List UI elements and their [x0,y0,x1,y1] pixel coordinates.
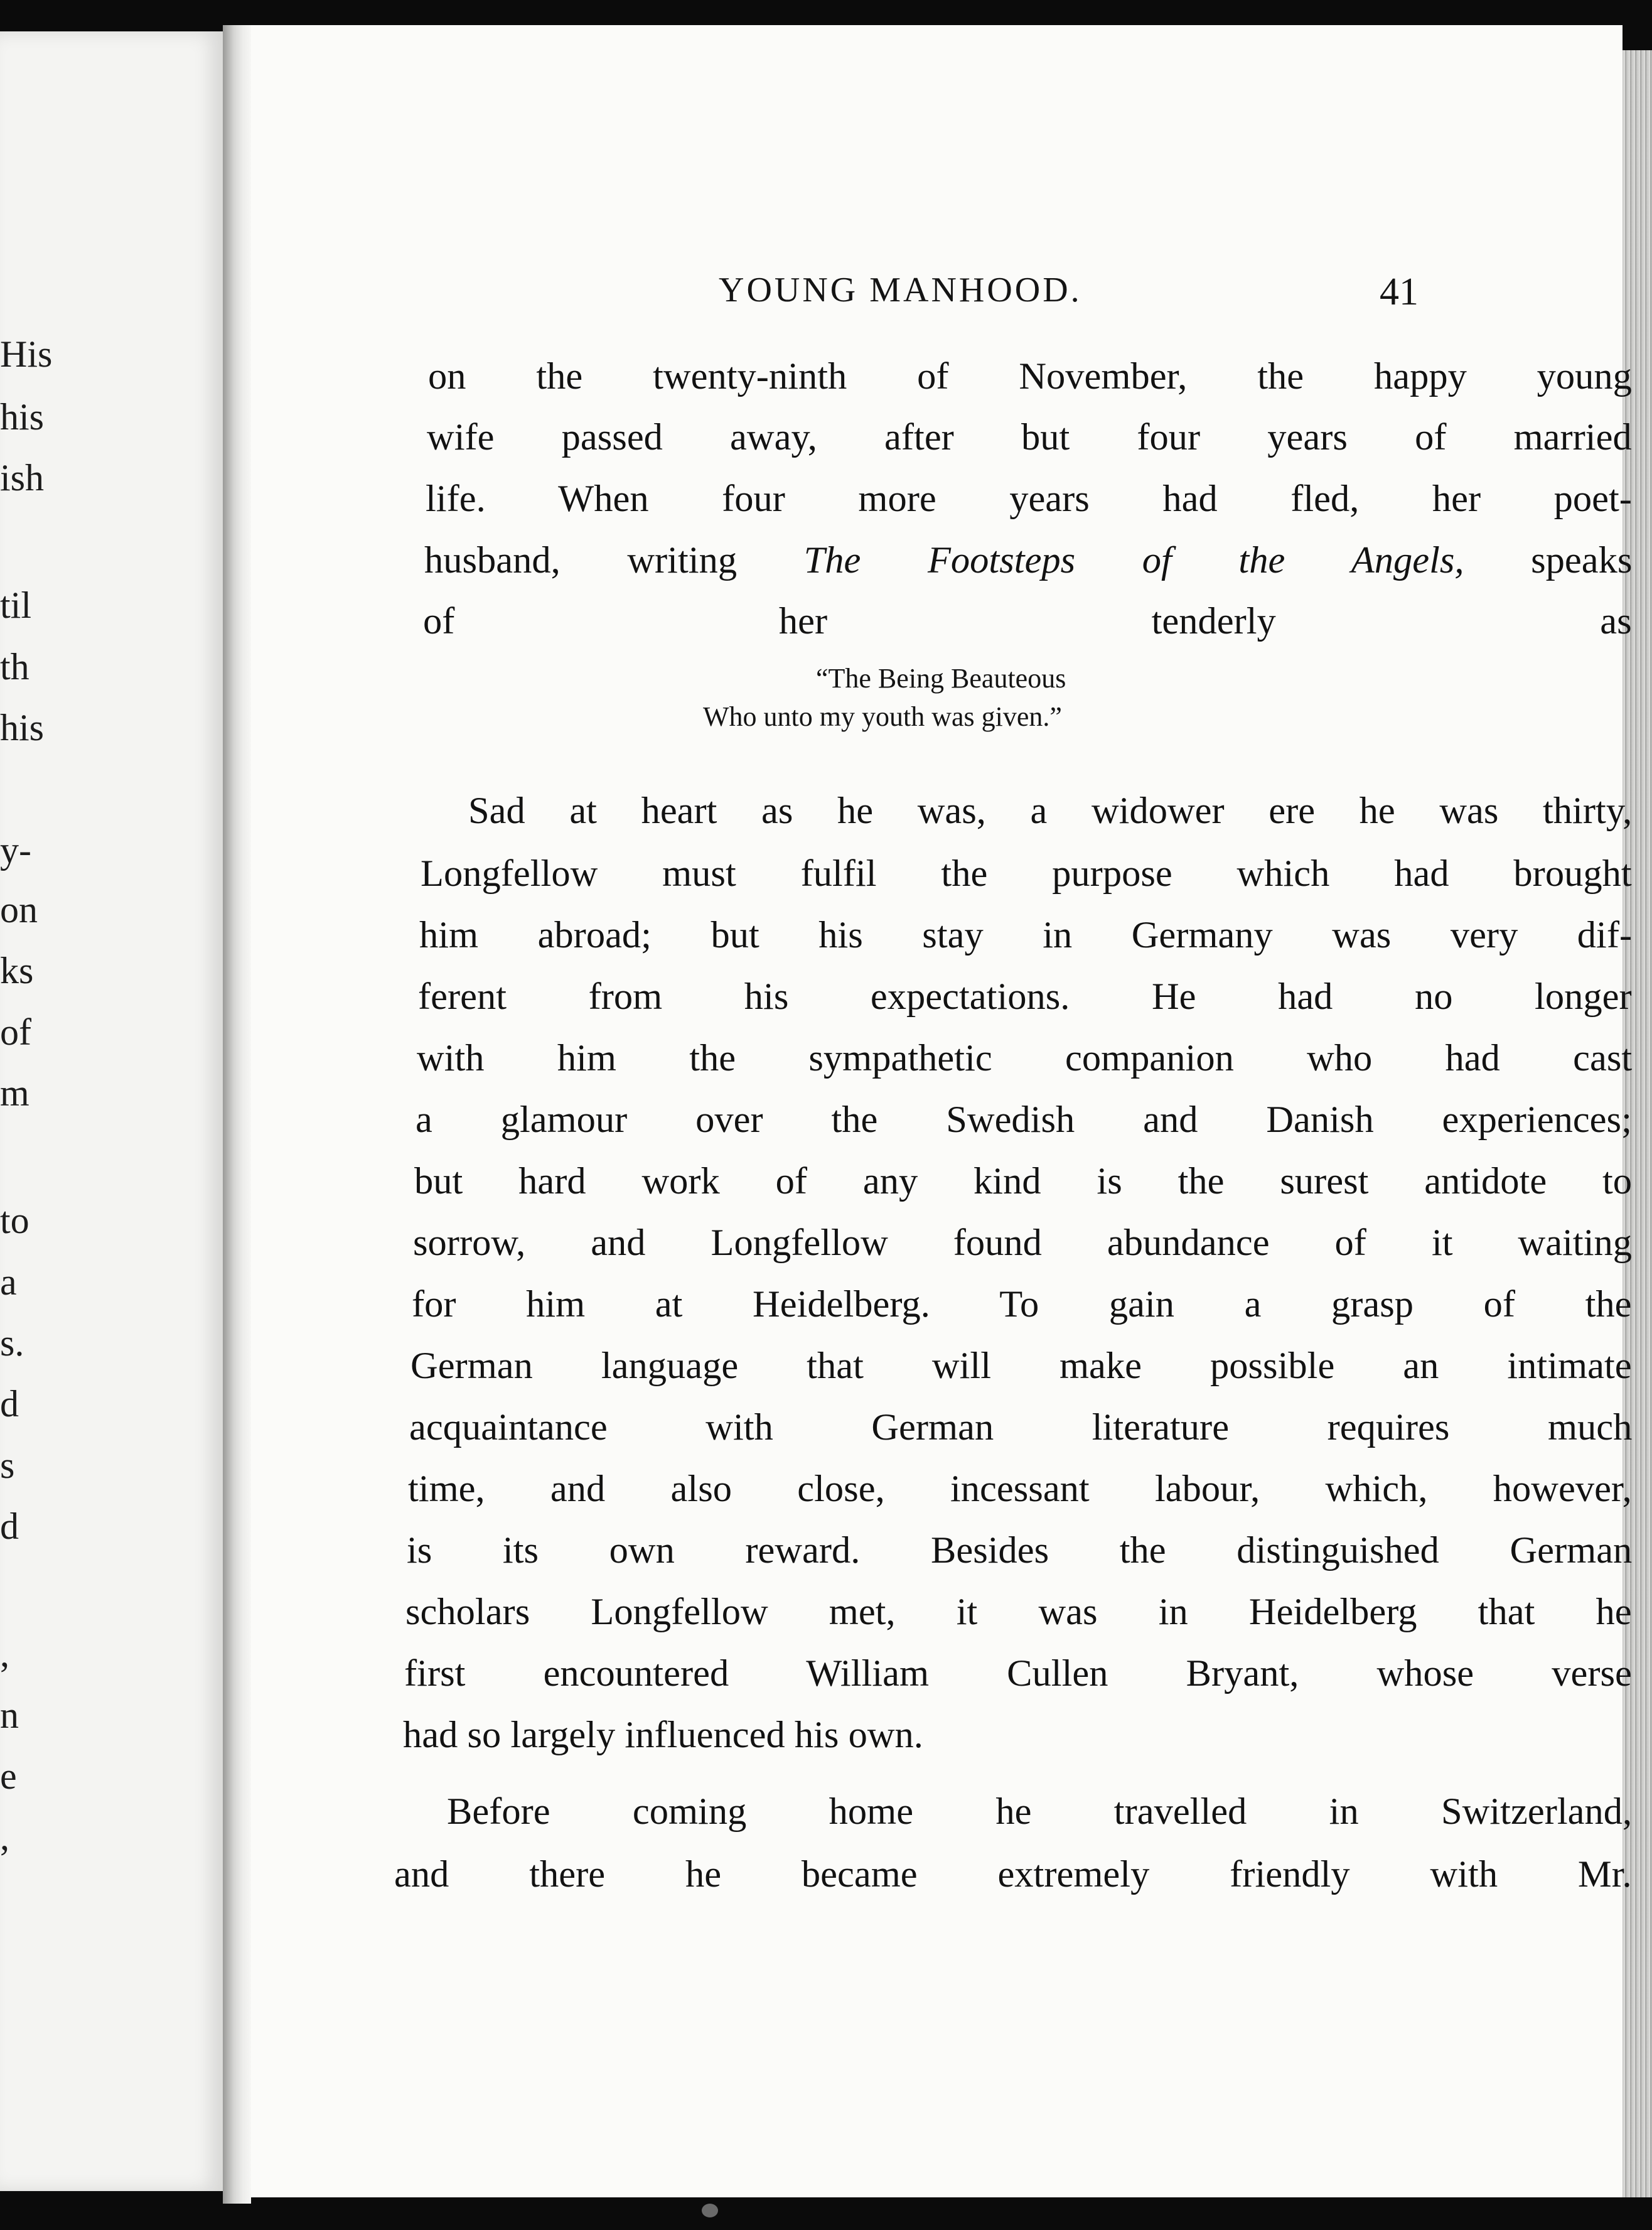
scan-speck [702,2204,718,2217]
text-line: husband, writing The Footsteps of the Angels, speaks [424,539,1633,581]
text-line: had so largely influenced his own. [403,1714,923,1756]
left-page-fragment: ish [0,457,45,498]
left-page-fragment: s [0,1445,15,1486]
book-title-italic: The Footsteps of the Angels, [803,539,1464,581]
left-page-fragment: His [0,333,53,375]
text-line: acquaintance with German literature requires much [409,1406,1633,1448]
left-page-fragment: e [0,1755,17,1797]
text-line: on the twenty-ninth of November, the happy young [428,355,1632,397]
text-line: time, and also close, incessant labour, which, however, [408,1468,1632,1510]
left-page-fragment: to [0,1200,30,1241]
text-line: wife passed away, after but four years of married [427,416,1632,458]
book-gutter [223,25,251,2204]
left-page-fragment: d [0,1383,19,1425]
left-page-fragment: , [0,1816,9,1858]
left-page-fragment: , [0,1633,9,1674]
text-line: for him at Heidelberg. To gain a grasp of the [412,1283,1632,1325]
left-page-fragment: s. [0,1322,24,1364]
text-line: a glamour over the Swedish and Danish experiences; [416,1099,1632,1141]
text-line: Longfellow must fulfil the purpose which had brought [421,853,1632,895]
text-line: sorrow, and Longfellow found abundance of it waiting [413,1222,1633,1264]
body-text [251,339,1633,2222]
text-line: is its own reward. Besides the distinguished German [407,1529,1633,1571]
text-line: German language that will make possible an intimate [410,1345,1632,1387]
text-line: with him the sympathetic companion who had cast [417,1037,1633,1079]
left-page-fragment: on [0,889,38,930]
text-line: of her tenderly as [423,600,1632,642]
left-page-fragment: til [0,584,32,626]
page-number: 41 [1380,271,1419,313]
page-header [251,270,1622,326]
left-page-fragment: his [0,707,45,748]
text-line: and there he became extremely friendly with Mr. [394,1853,1632,1895]
quote-line: Who unto my youth was given.” [703,701,1062,732]
running-head: YOUNG MANHOOD. [719,271,1082,310]
left-page-fragment: y- [0,829,31,871]
text-line: Before coming home he travelled in Switzerland, [447,1791,1633,1833]
left-page-fragment: th [0,646,30,687]
left-page-fragment: d [0,1506,19,1547]
text-line: life. When four more years had fled, her poet- [426,478,1632,520]
text-line: but hard work of any kind is the surest antidote to [414,1160,1633,1202]
left-page-fragment: a [0,1261,17,1303]
previous-page-edge [0,31,227,2191]
left-page-fragment: n [0,1694,19,1736]
left-page-fragment: his [0,396,45,438]
text-line: ferent from his expectations. He had no longer [418,976,1632,1018]
left-page-fragment: ks [0,950,34,991]
text-line: scholars Longfellow met, it was in Heidelberg that he [405,1591,1632,1633]
left-page-fragment: m [0,1072,30,1114]
text-line: Sad at heart as he was, a widower ere he was thirty, [468,790,1633,832]
text-line: first encountered William Cullen Bryant, whose verse [404,1652,1632,1694]
quote-line: “The Being Beauteous [816,663,1066,694]
left-page-fragment: of [0,1011,31,1053]
text-line: him abroad; but his stay in Germany was very dif- [419,914,1633,956]
